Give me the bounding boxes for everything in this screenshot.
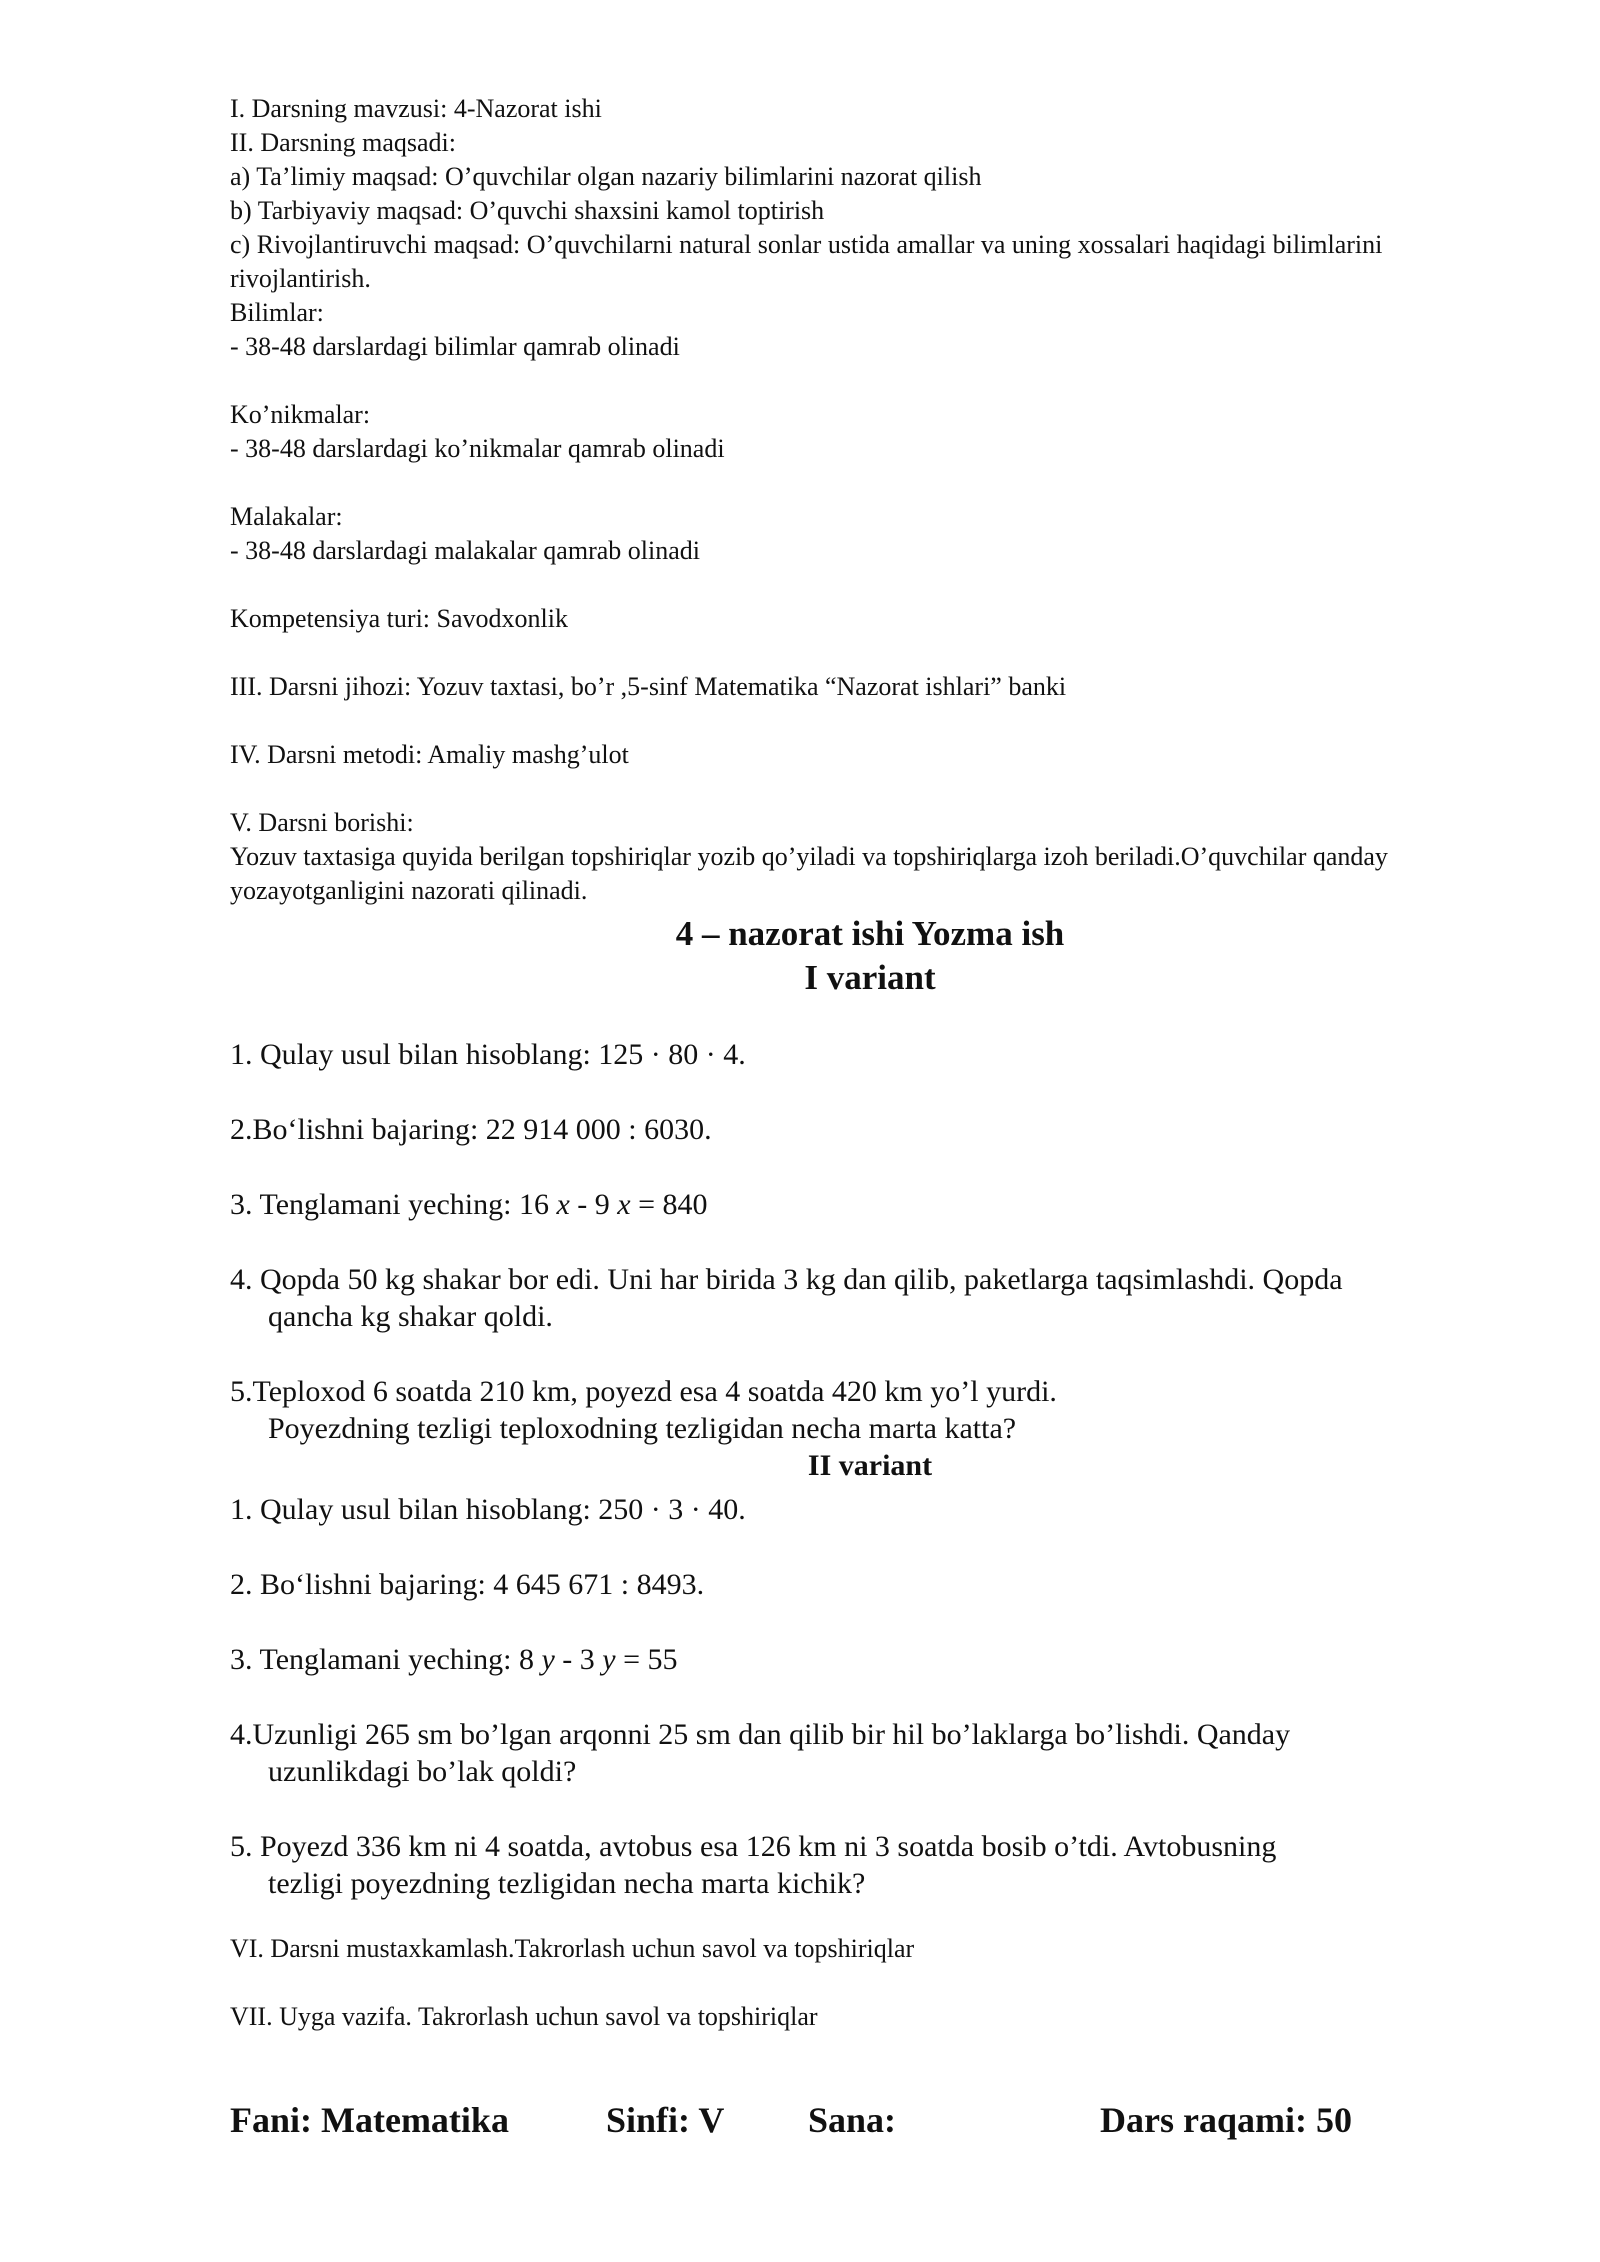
bilimlar-text: - 38-48 darslardagi bilimlar qamrab olinadi — [230, 332, 680, 361]
equation: 16 x - 9 x = 840 — [518, 1188, 708, 1221]
variant2-title: II variant — [807, 1449, 933, 1482]
goal-title: II. Darsning maqsadi: — [230, 128, 457, 157]
borishi-title: V. Darsni borishi: — [230, 808, 414, 837]
v2-task-3: 3. Tenglamani yeching: 8 y - 3 y = 55 — [230, 1643, 678, 1676]
equation: 8 y - 3 y = 55 — [518, 1643, 678, 1676]
v1-task-4: 4. Qopda 50 kg shakar bor edi. Uni har birida 3 kg dan qilib, paketlarga taqsimlashdi. Qopda qancha kg shakar qoldi. — [230, 1263, 1343, 1333]
konikmalar-title: Ko’nikmalar: — [230, 400, 371, 429]
konikmalar-text: - 38-48 darslardagi ko’nikmalar qamrab olinadi — [230, 434, 725, 463]
metodi-line: IV. Darsni metodi: Amaliy mashg’ulot — [230, 740, 629, 769]
section-vii: VII. Uyga vazifa. Takrorlash uchun savol va topshiriqlar — [230, 2002, 818, 2031]
v2-task-5: 5. Poyezd 336 km ni 4 soatda, avtobus esa 126 km ni 3 soatda bosib o’tdi. Avtobusning tezligi poyezdning tezligidan necha marta kichik? — [230, 1830, 1277, 1900]
goal-c: c) Rivojlantiruvchi maqsad: O’quvchilarni natural sonlar ustida amallar va uning xossalari haqidagi bilimlarini rivojlantirish. — [230, 230, 1383, 293]
v2-task-4: 4.Uzunligi 265 sm bo’lgan arqonni 25 sm dan qilib bir hil bo’laklarga bo’lishdi. Qanday uzunlikdagi bo’lak qoldi? — [230, 1718, 1291, 1788]
kompetensiya-line: Kompetensiya turi: Savodxonlik — [230, 604, 568, 633]
v1-task-5: 5.Teploxod 6 soatda 210 km, poyezd esa 4 soatda 420 km yo’l yurdi. Poyezdning tezligi teploxodning tezligidan necha marta katta? — [230, 1375, 1057, 1445]
footer-fani: Fani: Matematika — [230, 2100, 509, 2140]
v1-task-2: 2.Bo‘lishni bajaring: 22 914 000 : 6030. — [230, 1113, 712, 1146]
borishi-text: Yozuv taxtasiga quyida berilgan topshiriqlar yozib qo’yiladi va topshiriqlarga izoh beriladi.O’quvchilar qanday yozayotganligini nazorati qilinadi. — [230, 842, 1388, 905]
topic-line: I. Darsning mavzusi: 4-Nazorat ishi — [230, 94, 602, 123]
variant1-title: I variant — [804, 958, 936, 997]
bilimlar-title: Bilimlar: — [230, 298, 324, 327]
footer-sana: Sana: — [808, 2100, 897, 2140]
jihozi-line: III. Darsni jihozi: Yozuv taxtasi, bo’r ,5-sinf Matematika “Nazorat ishlari” banki — [230, 672, 1067, 701]
v1-task-3: 3. Tenglamani yeching: 16 x - 9 x = 840 — [230, 1188, 708, 1221]
test-title: 4 – nazorat ishi Yozma ish — [675, 914, 1065, 953]
footer-dars: Dars raqami: 50 — [1100, 2100, 1352, 2140]
goal-b: b) Tarbiyaviy maqsad: O’quvchi shaxsini kamol toptirish — [230, 196, 825, 225]
footer-sinfi: Sinfi: V — [606, 2100, 725, 2140]
goal-a: a) Ta’limiy maqsad: O’quvchilar olgan nazariy bilimlarini nazorat qilish — [230, 162, 982, 191]
section-vi: VI. Darsni mustaxkamlash.Takrorlash uchun savol va topshiriqlar — [230, 1934, 915, 1963]
v2-task-1: 1. Qulay usul bilan hisoblang: 250 · 3 · 40. — [230, 1493, 746, 1526]
document-body — [230, 92, 1490, 2034]
malakalar-text: - 38-48 darslardagi malakalar qamrab olinadi — [230, 536, 700, 565]
v1-task-1: 1. Qulay usul bilan hisoblang: 125 · 80 · 4. — [230, 1038, 746, 1071]
v2-task-2: 2. Bo‘lishni bajaring: 4 645 671 : 8493. — [230, 1568, 705, 1601]
malakalar-title: Malakalar: — [230, 502, 343, 531]
